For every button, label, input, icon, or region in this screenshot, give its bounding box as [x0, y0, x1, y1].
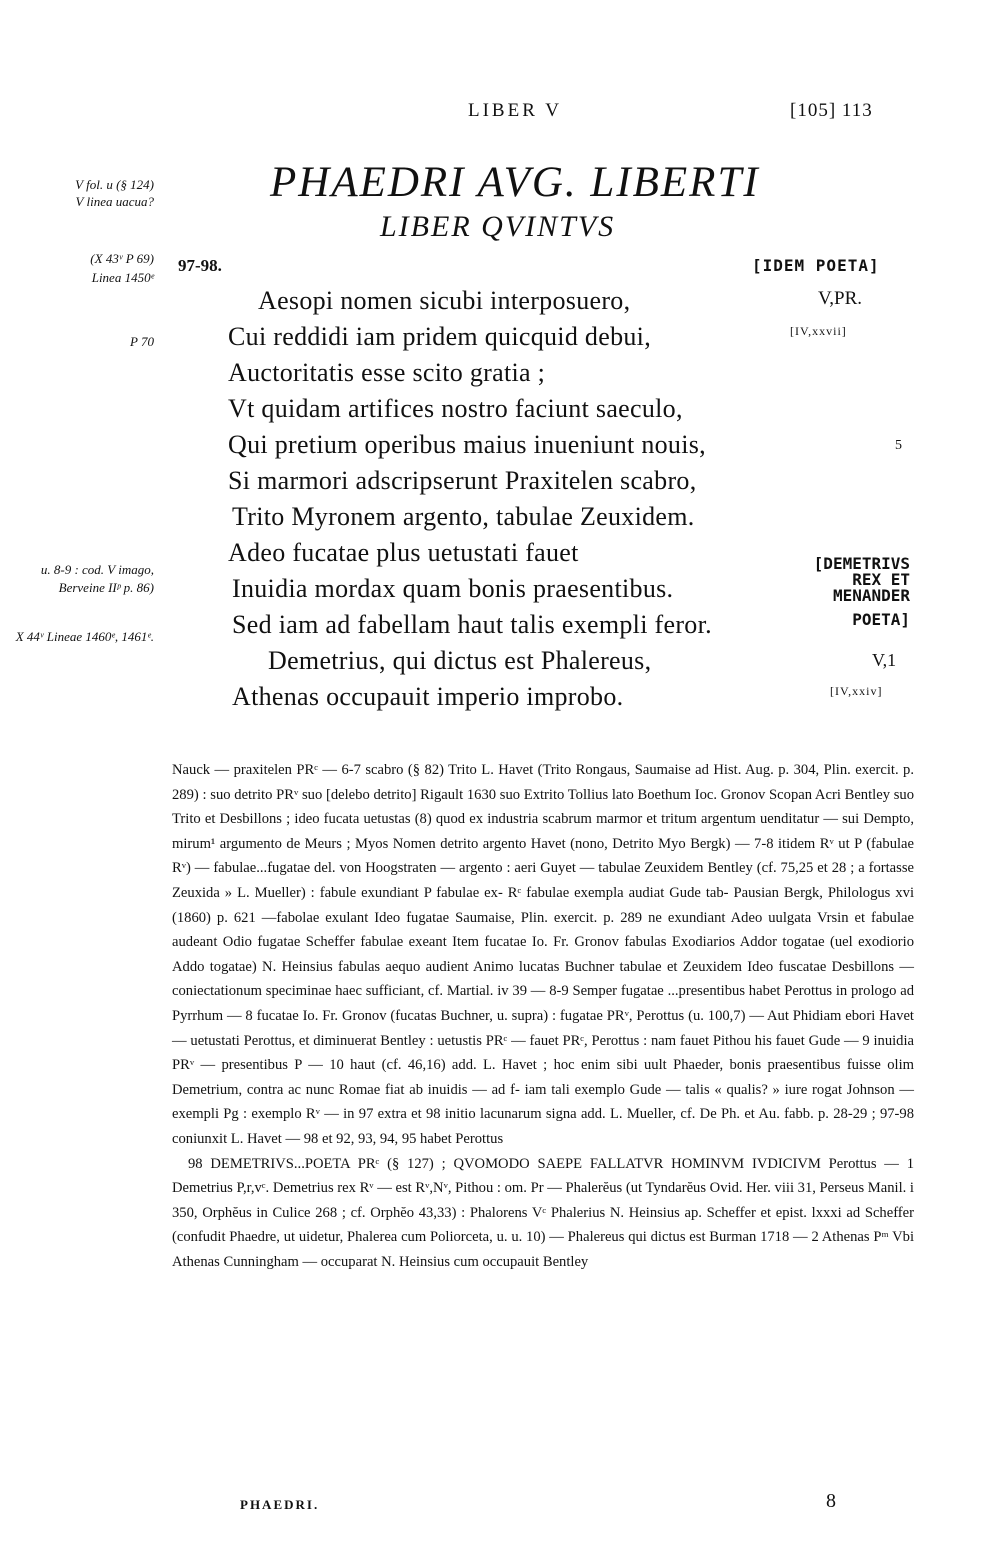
poem-line: Aesopi nomen sicubi interposuero,	[258, 286, 631, 315]
apparatus-paragraph: Nauck — praxitelen PRᶜ — 6-7 scabro (§ 82) Trito L. Havet (Trito Rongaus, Saumaise ad Hist. Aug. p. 304, Plin. exercit. p. 289) : suo detrito PRᵛ suo [delebo detrito] Rigault 1630 suo Extrito Tollius lato Boethum Ioc. Gronov Scopan Acri Bentley suo Trito et Desbillons ; ideo fucata uetustas (8) quod ex industria scabrum marmor et tritum argentum uenditatur — sui Dempto, mirum¹ argumento de Meurs ; Myos Nomen detrito argento Havet (nono, Detrito Myo Bergk) — 7-8 itidem Rᵛ ut P (fabulae Rᵛ) — fabulae...fugatae del. von Hoogstraten — argento : aeri Guyet — tabulae Zeuxidem Bentley (cf. 75,25 et 28 ; a fortasse Zeuxida » L. Mueller) : fabule exundiant P fabulae ex- Rᶜ fabulae exempla audiat Gude tab- Pausian Bergk, Philologus xvi (1860) p. 621 —fabolae exulant Ideo fugatae Saumaise, Plin. exercit. p. 289 ne exundiant Adeo uulgata Vrsin et fabulae audeant Odio fugatae Scheffer fabulae exeant Item fucatae Io. Fr. Gronov fabulas Exodiarios Addor togatae (uel exodiorio Addo togatae) N. Heinsius fabulas aequo audient Animo lucatas Buchner tabulae et Zeuxidem Ideo fuscatae Desbillons — coniectationum speciminae haec sufficiant, cf. Martial. iv 39 — 8-9 Semper fugatae ...presentibus habet Perottus in prologo ad Pyrrhum — 8 fucatae Io. Fr. Gronov (fucatas Buchner, u. supra) : fugatae PRᵛ, Perottus (u. 100,7) — Aut Phidiam ebori Havet — uetustati Perottus, et diminuerat Bentley : uetustis PRᶜ — fauet PRᶜ, Perottus : nam fauet Pithou his fauet Gude — 9 inuidia PRᵛ — presentibus P — 10 haut (cf. 46,16) add. L. Havet ; hoc enim sibi uult Phaeder, bonis praesentibus fuisse olim Demetrium, contra ac nunc Romae fiat ab inuidis — ad f- iam tali exemplo Gude — talis « qualis? » iure rogat Johnson — exempli Pg : exemplo Rᵛ — in 97 extra et 98 initio lacunarum signa add. L. Mueller, cf. De Ph. et Au. fabb. p. 28-29 ; 97-98 coniunxit L. Havet — 98 et 92, 93, 94, 95 habet Perottus	[172, 762, 914, 1147]
running-head: LIBER V	[468, 100, 563, 121]
poem-line: Cui reddidi iam pridem quicquid debui,	[228, 322, 651, 351]
line-reference: V,PR.	[818, 288, 863, 309]
speaker-line: [DEMETRIVS	[813, 554, 910, 573]
footer-signature: PHAEDRI.	[240, 1497, 320, 1512]
poem-line: Vt quidam artifices nostro faciunt saeculo,	[228, 394, 683, 423]
poem-line: Trito Myronem argento, tabulae Zeuxidem.	[232, 502, 695, 531]
margin-note: X 44ᵛ Lineae 1460ᵉ, 1461ᵉ.	[15, 629, 154, 644]
book-subtitle: LIBER QVINTVS	[380, 210, 616, 243]
poem-line: Auctoritatis esse scito gratia ;	[228, 358, 546, 387]
speaker-line: MENANDER	[832, 586, 910, 605]
verse-numbers: 97-98.	[178, 256, 222, 275]
poem-line: Sed iam ad fabellam haut talis exempli feror.	[232, 610, 712, 639]
margin-note: V fol. u (§ 124)	[75, 177, 154, 192]
line-reference: V,1	[872, 650, 897, 670]
speaker-line: REX ET	[852, 570, 910, 589]
margin-note: u. 8-9 : cod. V imago, Berveine IIᵖ p. 86)	[40, 562, 154, 595]
margin-note: P 70	[130, 334, 154, 349]
poem-line: Athenas occupauit imperio improbo.	[232, 682, 624, 711]
speaker-line: POETA]	[852, 610, 910, 629]
speaker-heading	[775, 556, 910, 628]
poem-line: Demetrius, qui dictus est Phalereus,	[268, 646, 652, 675]
poem-line: Adeo fucatae plus uetustati fauet	[228, 538, 579, 567]
book-title: PHAEDRI AVG. LIBERTI	[270, 159, 760, 206]
apparatus-paragraph: 98 DEMETRIVS...POETA PRᶜ (§ 127) ; QVOMODO SAEPE FALLATVR HOMINVM IVDICIVM Perottus — 1 Demetrius P,r,vᶜ. Demetrius rex Rᵛ — est Rᵛ,Nᵛ, Pithou : om. Pr — Phalerĕus (ut Tyndarĕus Ovid. Her. viii 31, Perseus Manil. i 350, Orphĕus in Culice 268 ; cf. Orphĕo 43,33) : Phalorens Vᶜ Phalerius N. Heinsius ap. Scheffer et epist. lxxxi ad Scheffer (confudit Phaedre, ut uidetur, Phalerea cum Poliorceta, u. u. 10) — Phalereus qui dictus est Burman 1718 — 2 Athenas Pᵐ Vbi Athenas Cunningham — occuparat N. Heinsius cum occupauit Bentley	[172, 1155, 914, 1270]
margin-note: V linea uacua?	[75, 194, 154, 209]
line-number: 5	[895, 438, 902, 453]
speaker-label: [IDEM POETA]	[752, 256, 880, 275]
line-reference: [IV,xxiv]	[830, 684, 883, 698]
page-number: [105] 113	[790, 100, 873, 121]
margin-note: (X 43ᵛ P 69)	[90, 251, 154, 266]
poem-line: Inuidia mordax quam bonis praesentibus.	[232, 574, 674, 603]
poem-line: Qui pretium operibus maius inueniunt nouis,	[228, 430, 706, 459]
margin-note: Linea 1450ᵉ	[91, 270, 154, 285]
line-reference: [IV,xxvii]	[790, 324, 847, 338]
critical-apparatus	[172, 758, 914, 1274]
poem-line: Si marmori adscripserunt Praxitelen scabro,	[228, 466, 697, 495]
footer-sheet-number: 8	[826, 1490, 836, 1512]
